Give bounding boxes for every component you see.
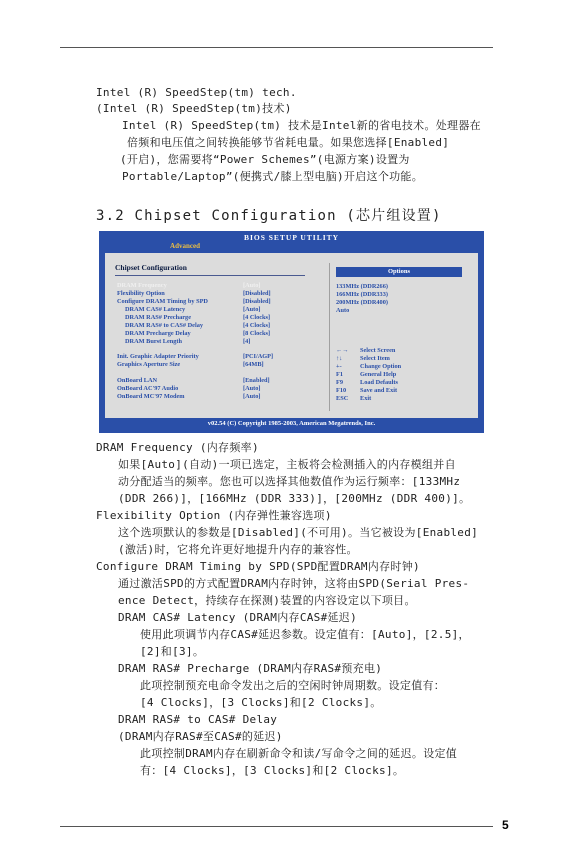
body-line: 此项控制预充电命令发出之后的空闲时钟周期数。设定值有： (140, 679, 446, 692)
bios-item-value: [8 Clocks] (243, 330, 271, 337)
sub-heading: DRAM CAS# Latency (DRAM内存CAS#延迟) (118, 611, 358, 624)
bios-key-desc: Exit (360, 395, 372, 402)
item-heading: Configure DRAM Timing by SPD(SPD配置DRAM内存时钟) (96, 560, 420, 573)
bios-option: 133MHz (DDR266) (336, 283, 388, 290)
bios-option: Auto (336, 307, 350, 314)
bios-key-desc: Select Screen (360, 347, 396, 354)
bios-item-value: [Auto] (243, 306, 261, 313)
body-line: (激活)时，它将允许更好地提升内存的兼容性。 (118, 543, 358, 556)
top-rule (60, 47, 493, 48)
bios-item-label: DRAM Burst Length (125, 338, 183, 345)
body-line: 这个选项默认的参数是[Disabled](不可用)。当它被设为[Enabled] (118, 526, 479, 539)
bios-key-desc: General Help (360, 371, 397, 378)
body-line: [4 Clocks]，[3 Clocks]和[2 Clocks]。 (140, 696, 382, 709)
speedstep-desc-line: Portable/Laptop”(便携式/膝上型电脑)开启这个功能。 (122, 170, 424, 183)
bios-item-label: DRAM Precharge Delay (125, 330, 191, 337)
body-line: 使用此项调节内存CAS#延迟参数。设定值有：[Auto]，[2.5]， (140, 628, 470, 641)
speedstep-title: Intel (R) SpeedStep(tm) tech. (96, 86, 297, 99)
sub-heading: (DRAM内存RAS#至CAS#的延迟) (118, 730, 283, 743)
bios-item-value: [Auto] (243, 385, 261, 392)
bios-option: 166MHz (DDR333) (336, 291, 388, 298)
bios-copyright: v02.54 (C) Copyright 1985-2003, American Megatrends, Inc. (207, 420, 376, 427)
bios-key-desc: Load Defaults (360, 379, 398, 386)
body-line: 有：[4 Clocks]，[3 Clocks]和[2 Clocks]。 (140, 764, 405, 777)
page-number: 5 (502, 818, 509, 832)
bios-screenshot (99, 231, 484, 433)
bios-item-label: Configure DRAM Timing by SPD (117, 298, 208, 305)
bios-item-value: [64MB] (243, 361, 264, 368)
bios-item-value: [Disabled] (243, 290, 271, 297)
bios-options-header: Options (336, 267, 462, 277)
bios-key: F1 (336, 371, 343, 378)
body-line: (DDR 266)]，[166MHz (DDR 333)]，[200MHz (DDR 400)]。 (118, 492, 471, 505)
sub-heading: DRAM RAS# Precharge (DRAM内存RAS#预充电) (118, 662, 383, 675)
bios-item-label: DRAM Frequency (117, 282, 167, 289)
body-line: 动分配适当的频率。您也可以选择其他数值作为运行频率：[133MHz (118, 475, 461, 488)
bios-item-label: DRAM RAS# Precharge (125, 314, 191, 321)
bios-item-label: OnBoard LAN (117, 377, 158, 384)
bios-item-label: Init. Graphic Adapter Priority (117, 353, 199, 360)
bios-tab-advanced: Advanced (159, 241, 211, 252)
bios-item-label: OnBoard AC'97 Audio (117, 385, 179, 392)
bottom-rule (60, 826, 493, 827)
section-title: 3.2 Chipset Configuration (芯片组设置) (96, 208, 442, 224)
bios-item-value: [Disabled] (243, 298, 271, 305)
bios-item-value: [Auto] (243, 393, 261, 400)
bios-main-panel (105, 253, 478, 418)
bios-key: +- (336, 363, 342, 370)
bios-key: F9 (336, 379, 343, 386)
bios-item-value: [4] (243, 338, 251, 345)
body-line: ence Detect，持续存在探测)装置的内容设定以下项目。 (118, 594, 416, 607)
body-line: 此项控制DRAM内存在刷新命令和读/写命令之间的延迟。设定值 (140, 747, 458, 760)
bios-option: 200MHz (DDR400) (336, 299, 388, 306)
bios-item-label: Graphics Aperture Size (117, 361, 181, 368)
item-heading: DRAM Frequency (内存频率) (96, 441, 259, 454)
item-heading: Flexibility Option (内存弹性兼容选项) (96, 509, 332, 522)
bios-key-desc: Change Option (360, 363, 402, 370)
bios-key: ←→ (336, 347, 349, 354)
bios-item-value: [Enabled] (243, 377, 270, 384)
bios-item-label: OnBoard MC'97 Modem (117, 393, 185, 400)
bios-item-label: Flexibility Option (117, 290, 165, 297)
speedstep-desc-line: 倍频和电压值之间转换能够节省耗电量。如果您选择[Enabled] (127, 136, 450, 149)
body-line: 如果[Auto](自动)一项已选定，主板将会检测插入的内存模组并自 (118, 458, 456, 471)
bios-item-value: [4 Clocks] (243, 322, 271, 329)
bios-item-label: DRAM RAS# to CAS# Delay (125, 322, 204, 329)
bios-item-value: [PCI/AGP] (243, 353, 274, 360)
bios-key-desc: Save and Exit (360, 387, 398, 394)
bios-item-value: [Auto] (243, 282, 261, 289)
body-line: [2]和[3]。 (140, 645, 205, 658)
bios-help-panel (329, 263, 470, 411)
bios-section-header: Chipset Configuration (115, 263, 187, 272)
bios-key: ESC (336, 395, 349, 402)
speedstep-title-cn: (Intel (R) SpeedStep(tm)技术) (96, 102, 292, 115)
bios-item-label: DRAM CAS# Latency (125, 306, 186, 313)
bios-title: BIOS SETUP UTILITY (243, 233, 340, 242)
bios-key: F10 (336, 387, 347, 394)
bios-key: ↑↓ (336, 355, 343, 362)
speedstep-desc-line: Intel (R) SpeedStep(tm) 技术是Intel新的省电技术。处理器在 (122, 119, 481, 132)
speedstep-desc-line: (开启)，您需要将“Power Schemes”(电源方案)设置为 (120, 153, 410, 166)
bios-item-value: [4 Clocks] (243, 314, 271, 321)
bios-header-divider (115, 275, 305, 276)
bios-key-desc: Select Item (360, 355, 390, 362)
body-line: 通过激活SPD的方式配置DRAM内存时钟，这将由SPD(Serial Pres- (118, 577, 470, 590)
sub-heading: DRAM RAS# to CAS# Delay (118, 713, 278, 726)
